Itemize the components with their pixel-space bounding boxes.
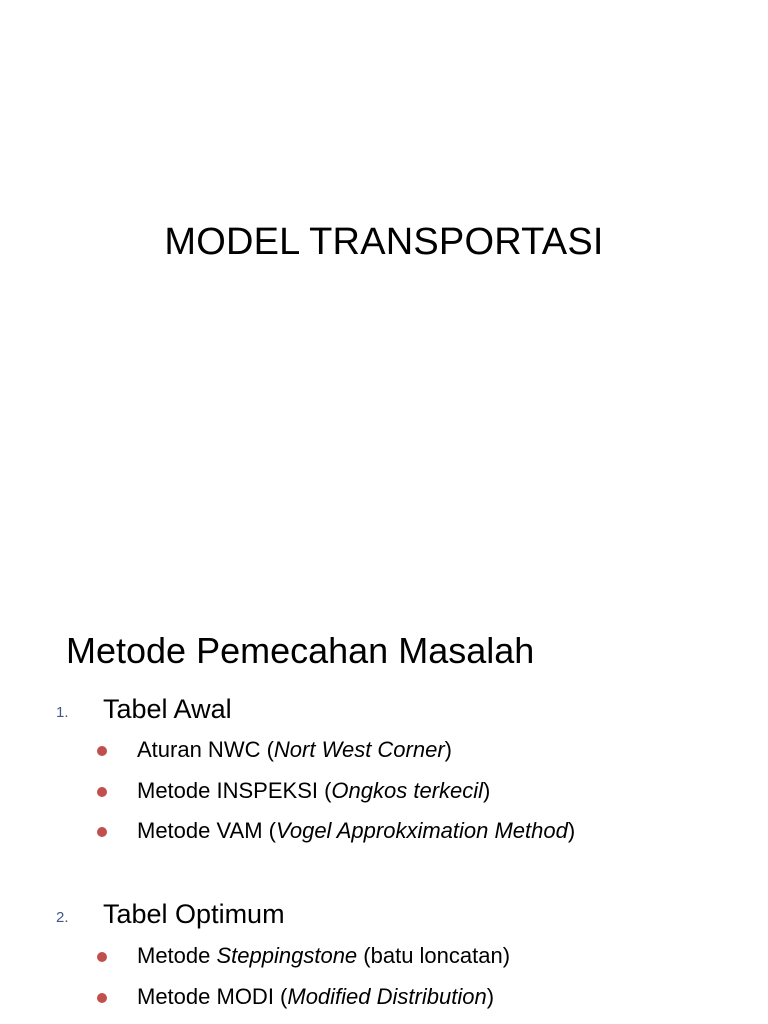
- bullet-text: Metode VAM (Vogel Approkximation Method): [137, 818, 576, 843]
- bullet-dot-icon: [97, 993, 107, 1003]
- bullet-text: Metode INSPEKSI (Ongkos terkecil): [137, 778, 491, 803]
- bullet-text: Aturan NWC (Nort West Corner): [137, 737, 452, 762]
- list-number: 2.: [56, 909, 69, 926]
- bullet-item: [0, 775, 768, 807]
- slide-title: MODEL TRANSPORTASI: [164, 221, 604, 263]
- bullet-item: [0, 734, 768, 766]
- list-number: 1.: [56, 704, 69, 721]
- bullet-text: Metode Steppingstone (batu loncatan): [137, 943, 511, 968]
- list-item-label: Tabel Optimum: [103, 899, 285, 929]
- bullet-dot-icon: [97, 787, 107, 797]
- list-item-label: Tabel Awal: [103, 694, 232, 724]
- section-title: Metode Pemecahan Masalah: [66, 630, 535, 671]
- bullet-dot-icon: [97, 827, 107, 837]
- bullet-item: [0, 940, 768, 972]
- bullet-dot-icon: [97, 746, 107, 756]
- bullet-text: Metode MODI (Modified Distribution): [137, 984, 495, 1009]
- bullet-item: [0, 815, 768, 847]
- bullet-item: [0, 981, 768, 1013]
- bullet-dot-icon: [97, 952, 107, 962]
